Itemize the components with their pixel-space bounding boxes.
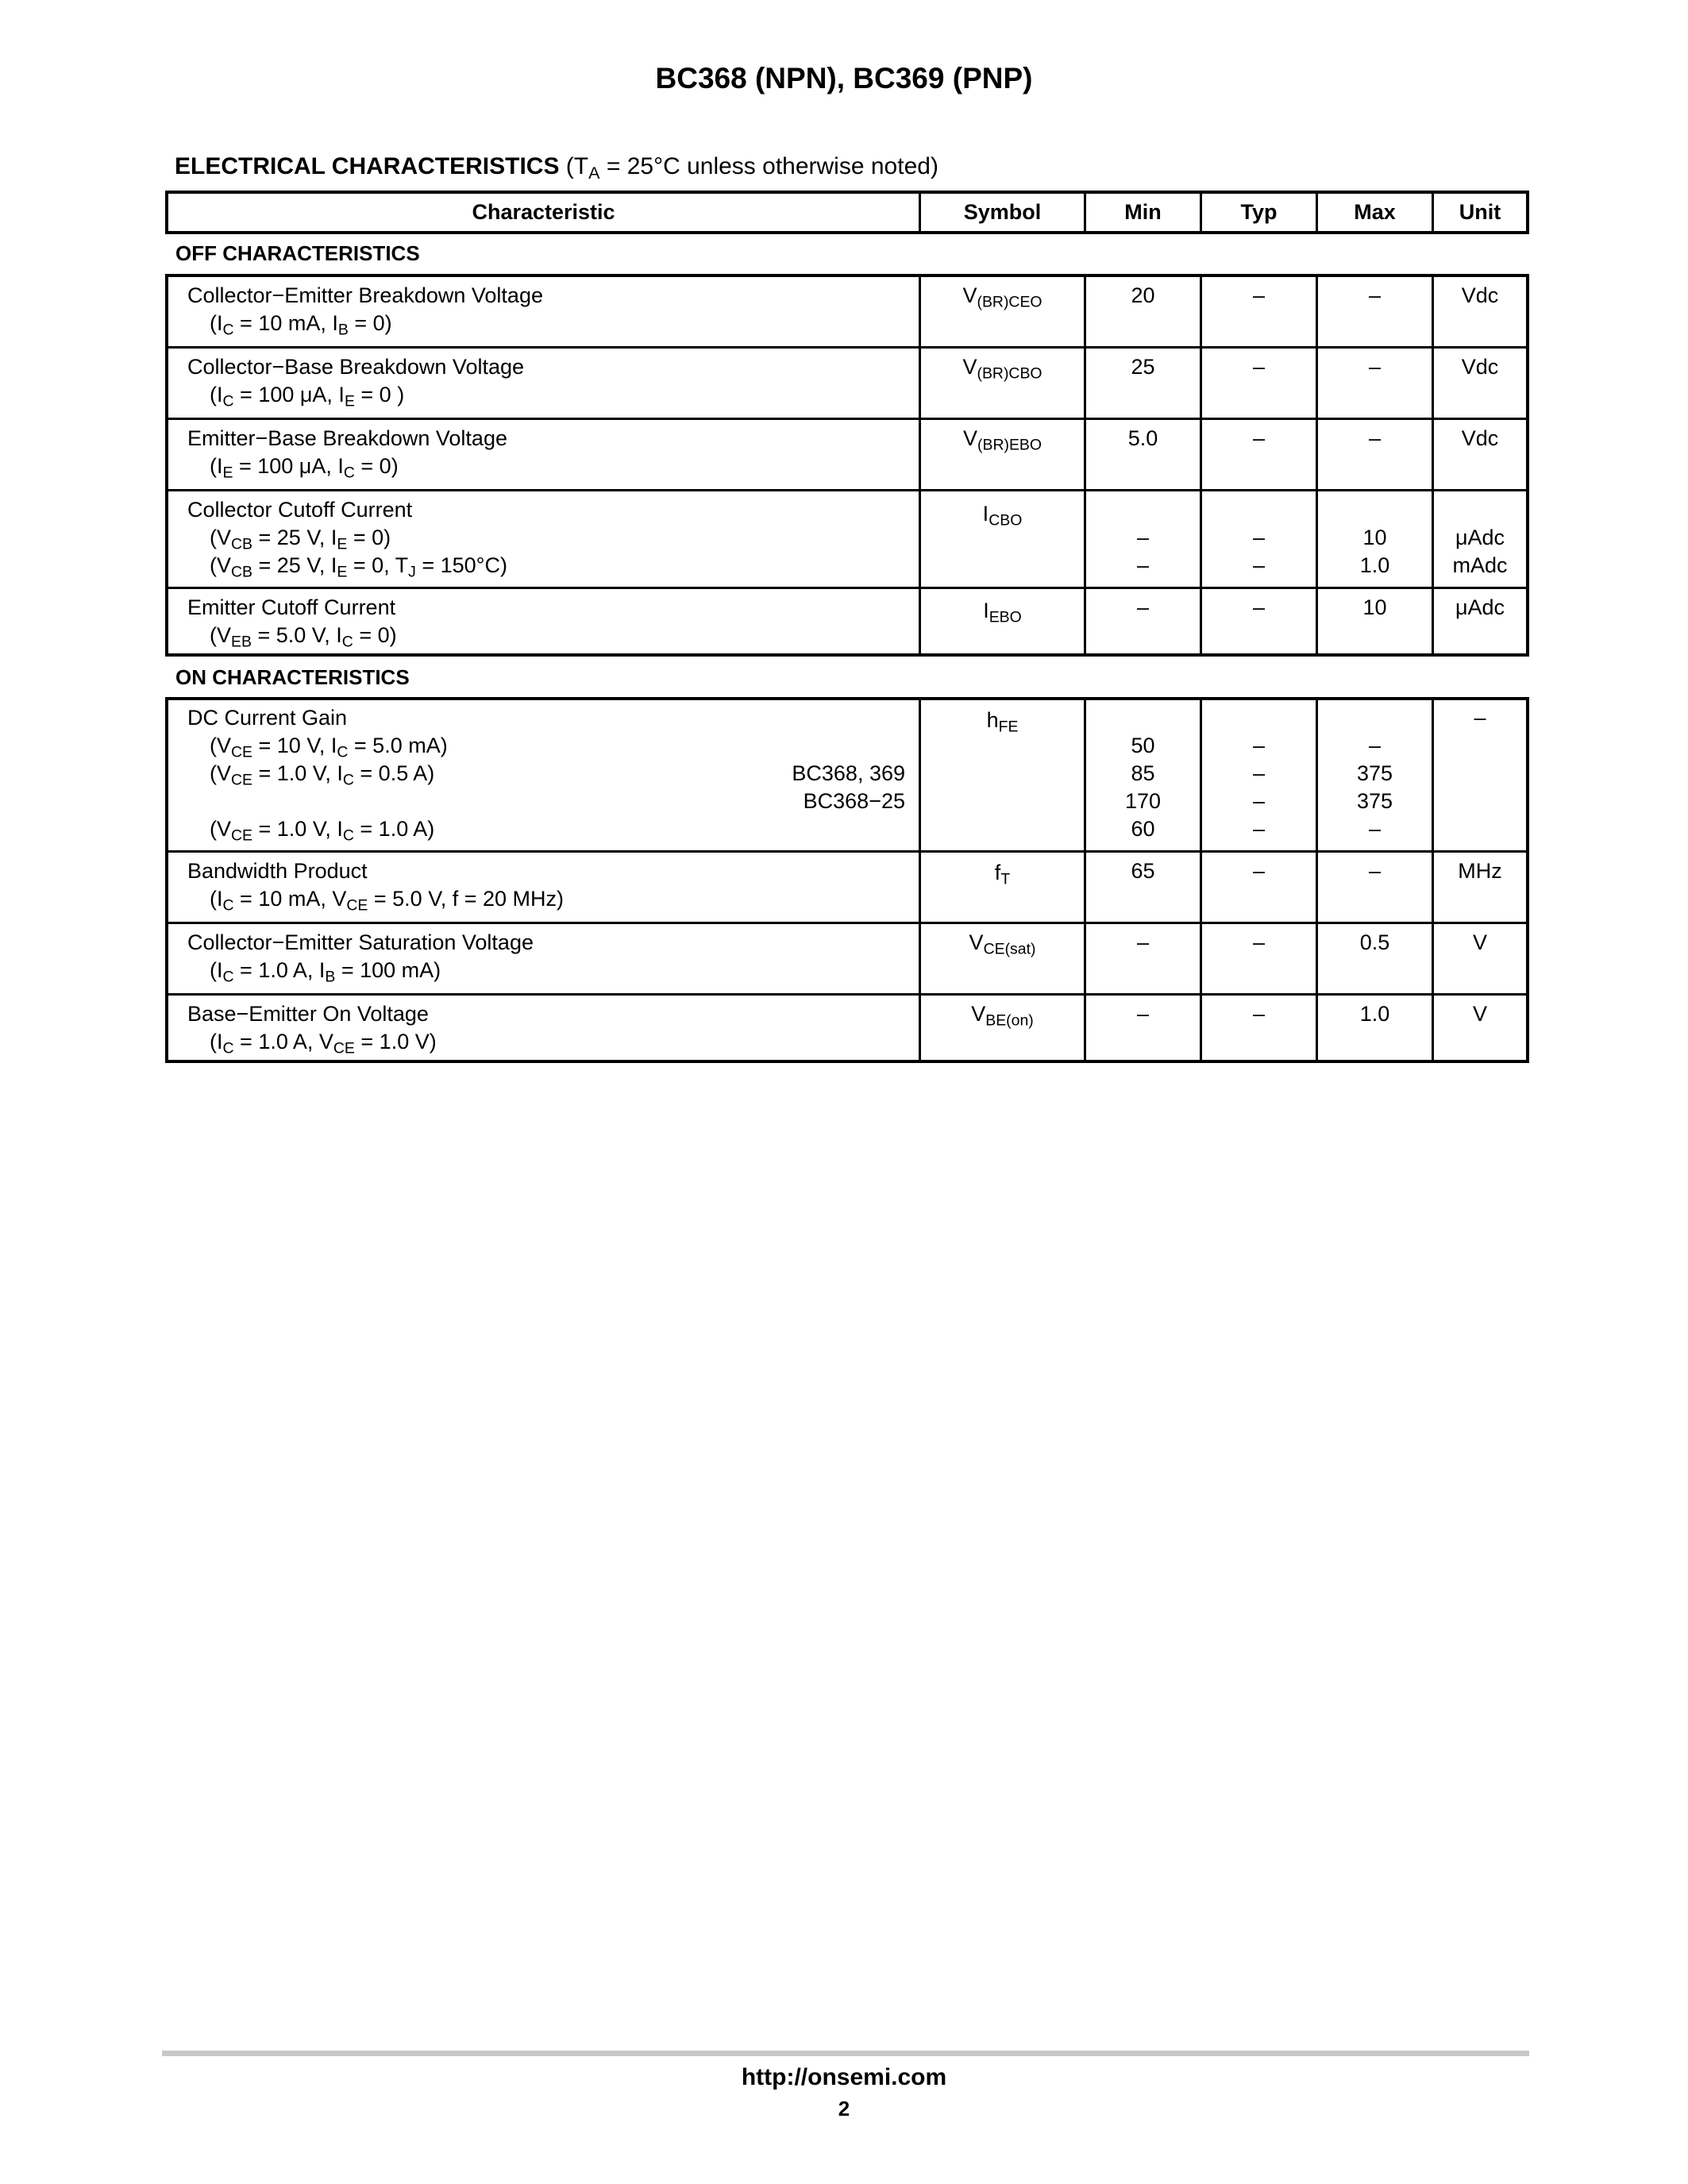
typ-value: – [1252, 734, 1266, 757]
max-value: 1.0 [1359, 553, 1390, 577]
page-title: BC368 (NPN), BC369 (PNP) [655, 62, 1033, 94]
char-name: Emitter−Base Breakdown Voltage [187, 426, 507, 450]
symbol: $V_{(BR)CBO}$ [962, 355, 1042, 383]
char-conditions: ($V_{CE} = 10$ V, $I_C = 5.0$ mA) [210, 734, 448, 761]
min-value: 65 [1131, 859, 1155, 883]
unit-value: Vdc [1461, 283, 1499, 307]
typ-value: – [1252, 817, 1266, 841]
max-value: 375 [1356, 761, 1393, 785]
symbol: $I_{CBO}$ [982, 502, 1023, 530]
min-value: – [1136, 595, 1150, 619]
min-value: 50 [1131, 734, 1155, 757]
char-conditions: ($I_C = 100$ μA, $I_E = 0$ ) [210, 383, 405, 410]
unit-value: Vdc [1461, 355, 1499, 379]
table-header [165, 191, 1529, 234]
max-value: 1.0 [1359, 1002, 1390, 1026]
char-name: DC Current Gain [187, 706, 348, 730]
typ-value: – [1252, 761, 1266, 785]
col-characteristic: Characteristic [472, 200, 615, 224]
typ-value: – [1252, 426, 1266, 450]
char-name: Bandwidth Product [187, 859, 368, 883]
typ-value: – [1252, 595, 1266, 619]
typ-value: – [1252, 553, 1266, 577]
char-conditions: ($V_{CE} = 1.0$ V, $I_C = 0.5$ A) [210, 761, 435, 789]
min-value: – [1136, 930, 1150, 954]
char-conditions: ($I_C = 10$ mA, $I_B = 0$) [210, 311, 392, 339]
footer-url[interactable]: http://onsemi.com [741, 2064, 947, 2090]
part-label: BC368, 369 [792, 761, 905, 785]
typ-value: – [1252, 789, 1266, 813]
max-value: 0.5 [1359, 930, 1390, 954]
min-value: 25 [1131, 355, 1155, 379]
max-value: 10 [1362, 595, 1387, 619]
section-heading [175, 153, 938, 183]
min-value: 170 [1124, 789, 1162, 813]
char-name: Base−Emitter On Voltage [187, 1002, 429, 1026]
char-name: Collector−Emitter Saturation Voltage [187, 930, 534, 954]
symbol: $V_{BE(on)}$ [971, 1002, 1034, 1030]
typ-value: – [1252, 859, 1266, 883]
col-min: Min [1124, 200, 1162, 224]
min-value: 5.0 [1127, 426, 1158, 450]
unit-value: μAdc [1455, 526, 1505, 549]
section-off: OFF CHARACTERISTICS [175, 241, 420, 265]
char-name: Emitter Cutoff Current [187, 595, 396, 619]
max-value: – [1368, 817, 1382, 841]
symbol: $V_{(BR)CEO}$ [962, 283, 1042, 311]
typ-value: – [1252, 526, 1266, 549]
table-on [165, 697, 1529, 1063]
min-value: 60 [1131, 817, 1155, 841]
heading-bold: ELECTRICAL CHARACTERISTICS [175, 153, 560, 179]
table-off [165, 274, 1529, 657]
char-conditions: ($V_{CB} = 25$ V, $I_E = 0$, $T_J = 150^\circ C$) [210, 553, 507, 581]
char-name: Collector−Base Breakdown Voltage [187, 355, 525, 379]
unit-value: V [1472, 1002, 1487, 1026]
unit-value: – [1474, 706, 1486, 730]
typ-value: – [1252, 355, 1266, 379]
col-symbol: Symbol [963, 200, 1042, 224]
typ-value: – [1252, 283, 1266, 307]
min-value: 85 [1131, 761, 1155, 785]
unit-value: V [1472, 930, 1487, 954]
col-max: Max [1354, 200, 1396, 224]
symbol: $h_{FE}$ [986, 708, 1019, 736]
section-on: ON CHARACTERISTICS [175, 665, 410, 689]
typ-value: – [1252, 1002, 1266, 1026]
symbol: $V_{(BR)EBO}$ [962, 426, 1042, 454]
char-conditions: ($V_{CE} = 1.0$ V, $I_C = 1.0$ A) [210, 817, 435, 845]
max-value: – [1368, 355, 1382, 379]
min-value: – [1136, 553, 1150, 577]
part-label: BC368−25 [803, 789, 905, 813]
max-value: – [1368, 283, 1382, 307]
char-conditions: ($V_{CB} = 25$ V, $I_E = 0$) [210, 526, 391, 553]
unit-value: mAdc [1452, 553, 1508, 577]
char-conditions: ($I_C = 10$ mA, $V_{CE} = 5.0$ V, f = 20 MHz) [210, 887, 565, 915]
max-value: – [1368, 859, 1382, 883]
min-value: – [1136, 1002, 1150, 1026]
max-value: 10 [1362, 526, 1387, 549]
typ-value: – [1252, 930, 1266, 954]
unit-value: Vdc [1461, 426, 1499, 450]
max-value: – [1368, 734, 1382, 757]
unit-value: MHz [1458, 859, 1502, 883]
char-name: Collector Cutoff Current [187, 498, 413, 522]
col-typ: Typ [1240, 200, 1278, 224]
col-unit: Unit [1459, 200, 1501, 224]
heading-sub: A [588, 163, 600, 183]
char-conditions: ($I_E = 100$ μA, $I_C = 0$) [210, 454, 399, 482]
char-name: Collector−Emitter Breakdown Voltage [187, 283, 543, 307]
char-conditions: ($I_C = 1.0$ A, $V_{CE} = 1.0$ V) [210, 1030, 437, 1057]
page-number: 2 [838, 2097, 850, 2120]
char-conditions: ($I_C = 1.0$ A, $I_B = 100$ mA) [210, 958, 441, 986]
max-value: – [1368, 426, 1382, 450]
char-conditions: ($V_{EB} = 5.0$ V, $I_C = 0$) [210, 623, 397, 651]
min-value: – [1136, 526, 1150, 549]
symbol: $I_{EBO}$ [983, 599, 1022, 626]
footer-divider [162, 2051, 1529, 2056]
heading-post: = 25°C unless otherwise noted) [599, 153, 938, 179]
unit-value: μAdc [1455, 595, 1505, 619]
min-value: 20 [1131, 283, 1155, 307]
symbol: $f_T$ [994, 861, 1011, 888]
heading-pre: (T [565, 153, 589, 179]
symbol: $V_{CE(sat)}$ [969, 930, 1036, 958]
max-value: 375 [1356, 789, 1393, 813]
